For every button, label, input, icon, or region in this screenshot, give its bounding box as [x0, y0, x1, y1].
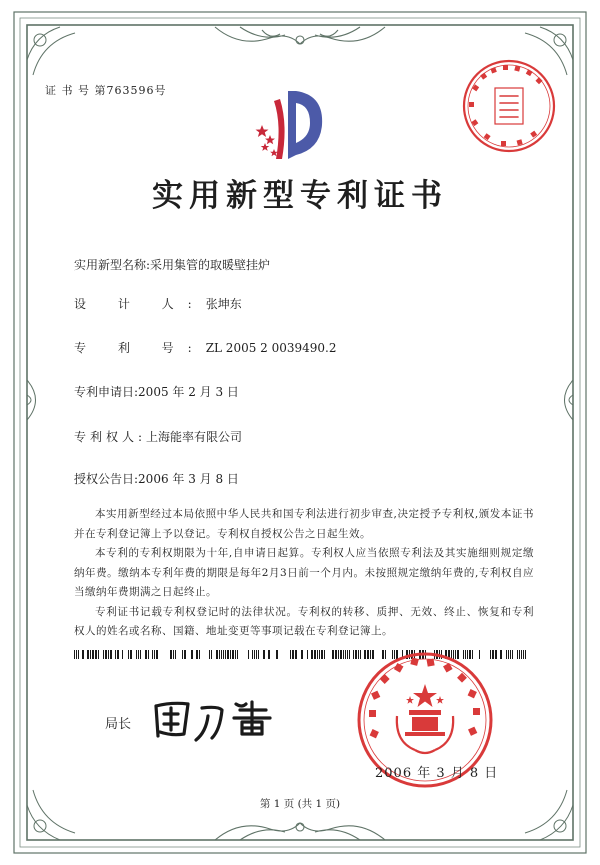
field-label: 授权公告日: — [74, 472, 139, 486]
field-label: 实用新型名称: — [74, 258, 151, 272]
barcode-bar — [519, 650, 520, 659]
director-title-label: 局长 — [105, 717, 132, 732]
barcode-bar — [191, 650, 193, 659]
barcode-bar — [219, 650, 220, 659]
field-value: 2006 年 3 月 8 日 — [138, 472, 239, 486]
barcode-bar — [248, 650, 249, 659]
field-filing-date — [74, 383, 239, 400]
issue-date: 2006 年 3 月 8 日 — [375, 766, 499, 781]
field-value: ZL 2005 2 0039490.2 — [205, 341, 337, 355]
barcode-bar — [276, 650, 278, 659]
barcode-bar — [237, 650, 238, 659]
barcode-bar — [95, 650, 97, 659]
barcode-bar — [256, 650, 257, 659]
barcode-bar — [108, 650, 109, 659]
barcode-bar — [292, 650, 294, 659]
barcode-bar — [332, 650, 334, 659]
barcode-bar — [314, 650, 316, 659]
barcode-bar — [500, 650, 502, 659]
barcode-bar — [148, 650, 149, 659]
barcode-bar — [103, 650, 104, 659]
barcode-bar — [317, 650, 318, 659]
barcode-bar — [343, 650, 344, 659]
certificate-body-text — [74, 505, 534, 642]
barcode-bar — [98, 650, 99, 659]
field-patent-number — [74, 339, 337, 356]
barcode-bar — [301, 650, 303, 659]
barcode-bar — [74, 650, 75, 659]
field-value: 张坤东 — [205, 297, 242, 311]
field-designer — [74, 295, 242, 312]
barcode-bar — [258, 650, 259, 659]
field-patent-holder — [74, 428, 242, 445]
barcode-bar — [117, 650, 119, 659]
barcode-bar — [122, 650, 123, 659]
barcode-bar — [173, 650, 174, 659]
barcode-bar — [353, 650, 354, 659]
field-utility-model-name — [74, 256, 270, 273]
barcode-bar — [136, 650, 137, 659]
barcode-bar — [90, 650, 91, 659]
barcode-bar — [324, 650, 325, 659]
barcode-bar — [340, 650, 342, 659]
barcode-bar — [140, 650, 141, 659]
barcode-bar — [115, 650, 116, 659]
barcode-bar — [152, 650, 153, 659]
barcode-bar — [263, 650, 265, 659]
barcode-bar — [78, 650, 79, 659]
barcode-bar — [523, 650, 524, 659]
barcode-bar — [254, 650, 255, 659]
barcode-bar — [223, 650, 224, 659]
barcode-bar — [128, 650, 129, 659]
barcode-bar — [145, 650, 147, 659]
barcode-bar — [170, 650, 172, 659]
barcode-bar — [311, 650, 313, 659]
barcode-bar — [232, 650, 234, 659]
barcode-bar — [182, 650, 183, 659]
director-signature — [150, 692, 280, 744]
barcode-bar — [105, 650, 107, 659]
barcode-bar — [510, 650, 511, 659]
barcode-bar — [307, 650, 308, 659]
barcode-bar — [525, 650, 526, 659]
barcode-bar — [252, 650, 253, 659]
barcode-bar — [290, 650, 291, 659]
barcode-bar — [349, 650, 350, 659]
barcode-bar — [319, 650, 320, 659]
barcode-bar — [521, 650, 522, 659]
barcode-bar — [82, 650, 84, 659]
barcode-bar — [199, 650, 200, 659]
barcode-bar — [110, 650, 112, 659]
body-paragraph: 本实用新型经过本局依照中华人民共和国专利法进行初步审查,决定授予专利权,颁发本证书并在专利登记簿上予以登记。专利权自授权公告之日起生效。 — [74, 508, 534, 540]
field-label: 设 计 人: — [74, 297, 206, 311]
barcode-bar — [495, 650, 497, 659]
barcode-bar — [517, 650, 518, 659]
field-value: 采用集管的取暖壁挂炉 — [150, 258, 271, 272]
field-grant-date — [74, 470, 239, 487]
barcode-bar — [154, 650, 155, 659]
certificate-title: 实用新型专利证书 — [152, 178, 448, 214]
barcode-bar — [175, 650, 176, 659]
barcode-bar — [184, 650, 186, 659]
barcode-bar — [345, 650, 346, 659]
barcode-bar — [130, 650, 132, 659]
field-label: 专 利 号: — [74, 341, 206, 355]
field-value: 上海能率有限公司 — [146, 430, 243, 444]
field-label: 专利权人: — [74, 430, 147, 444]
barcode-bar — [295, 650, 297, 659]
certificate-number: 证 书 号 第763596号 — [45, 84, 167, 97]
barcode-bar — [196, 650, 198, 659]
barcode-bar — [508, 650, 509, 659]
barcode-bar — [156, 650, 158, 659]
barcode-bar — [335, 650, 337, 659]
sipo-logo-icon — [252, 85, 332, 165]
barcode-bar — [209, 650, 210, 659]
barcode-bar — [321, 650, 323, 659]
barcode-bar — [92, 650, 94, 659]
barcode-bar — [138, 650, 139, 659]
barcode-bar — [87, 650, 89, 659]
barcode-bar — [506, 650, 507, 659]
body-paragraph: 本专利的专利权期限为十年,自申请日起算。专利权人应当依照专利法及其实施细则规定缴纳年费。缴纳本专利年费的期限是每年2月3日前一个月内。未按照规定缴纳年费的,专利权自应当缴纳年费期满之日起终止。 — [74, 547, 534, 598]
barcode-bar — [235, 650, 236, 659]
field-label: 专利申请日: — [74, 385, 139, 399]
field-value: 2005 年 2 月 3 日 — [138, 385, 239, 399]
barcode-bar — [216, 650, 218, 659]
barcode-bar — [221, 650, 222, 659]
barcode-bar — [268, 650, 270, 659]
barcode-bar — [76, 650, 77, 659]
body-paragraph: 专利证书记载专利权登记时的法律状况。专利权的转移、质押、无效、终止、恢复和专利权人的姓名或名称、国籍、地址变更等事项记载在专利登记簿上。 — [74, 605, 534, 637]
barcode-bar — [225, 650, 226, 659]
barcode-bar — [230, 650, 231, 659]
barcode-bar — [512, 650, 513, 659]
barcode-bar — [347, 650, 348, 659]
tax-stamp-seal — [461, 58, 557, 154]
barcode-bar — [211, 650, 212, 659]
barcode-bar — [338, 650, 339, 659]
barcode-bar — [227, 650, 229, 659]
page-number: 第 1 页 (共 1 页) — [259, 798, 341, 810]
